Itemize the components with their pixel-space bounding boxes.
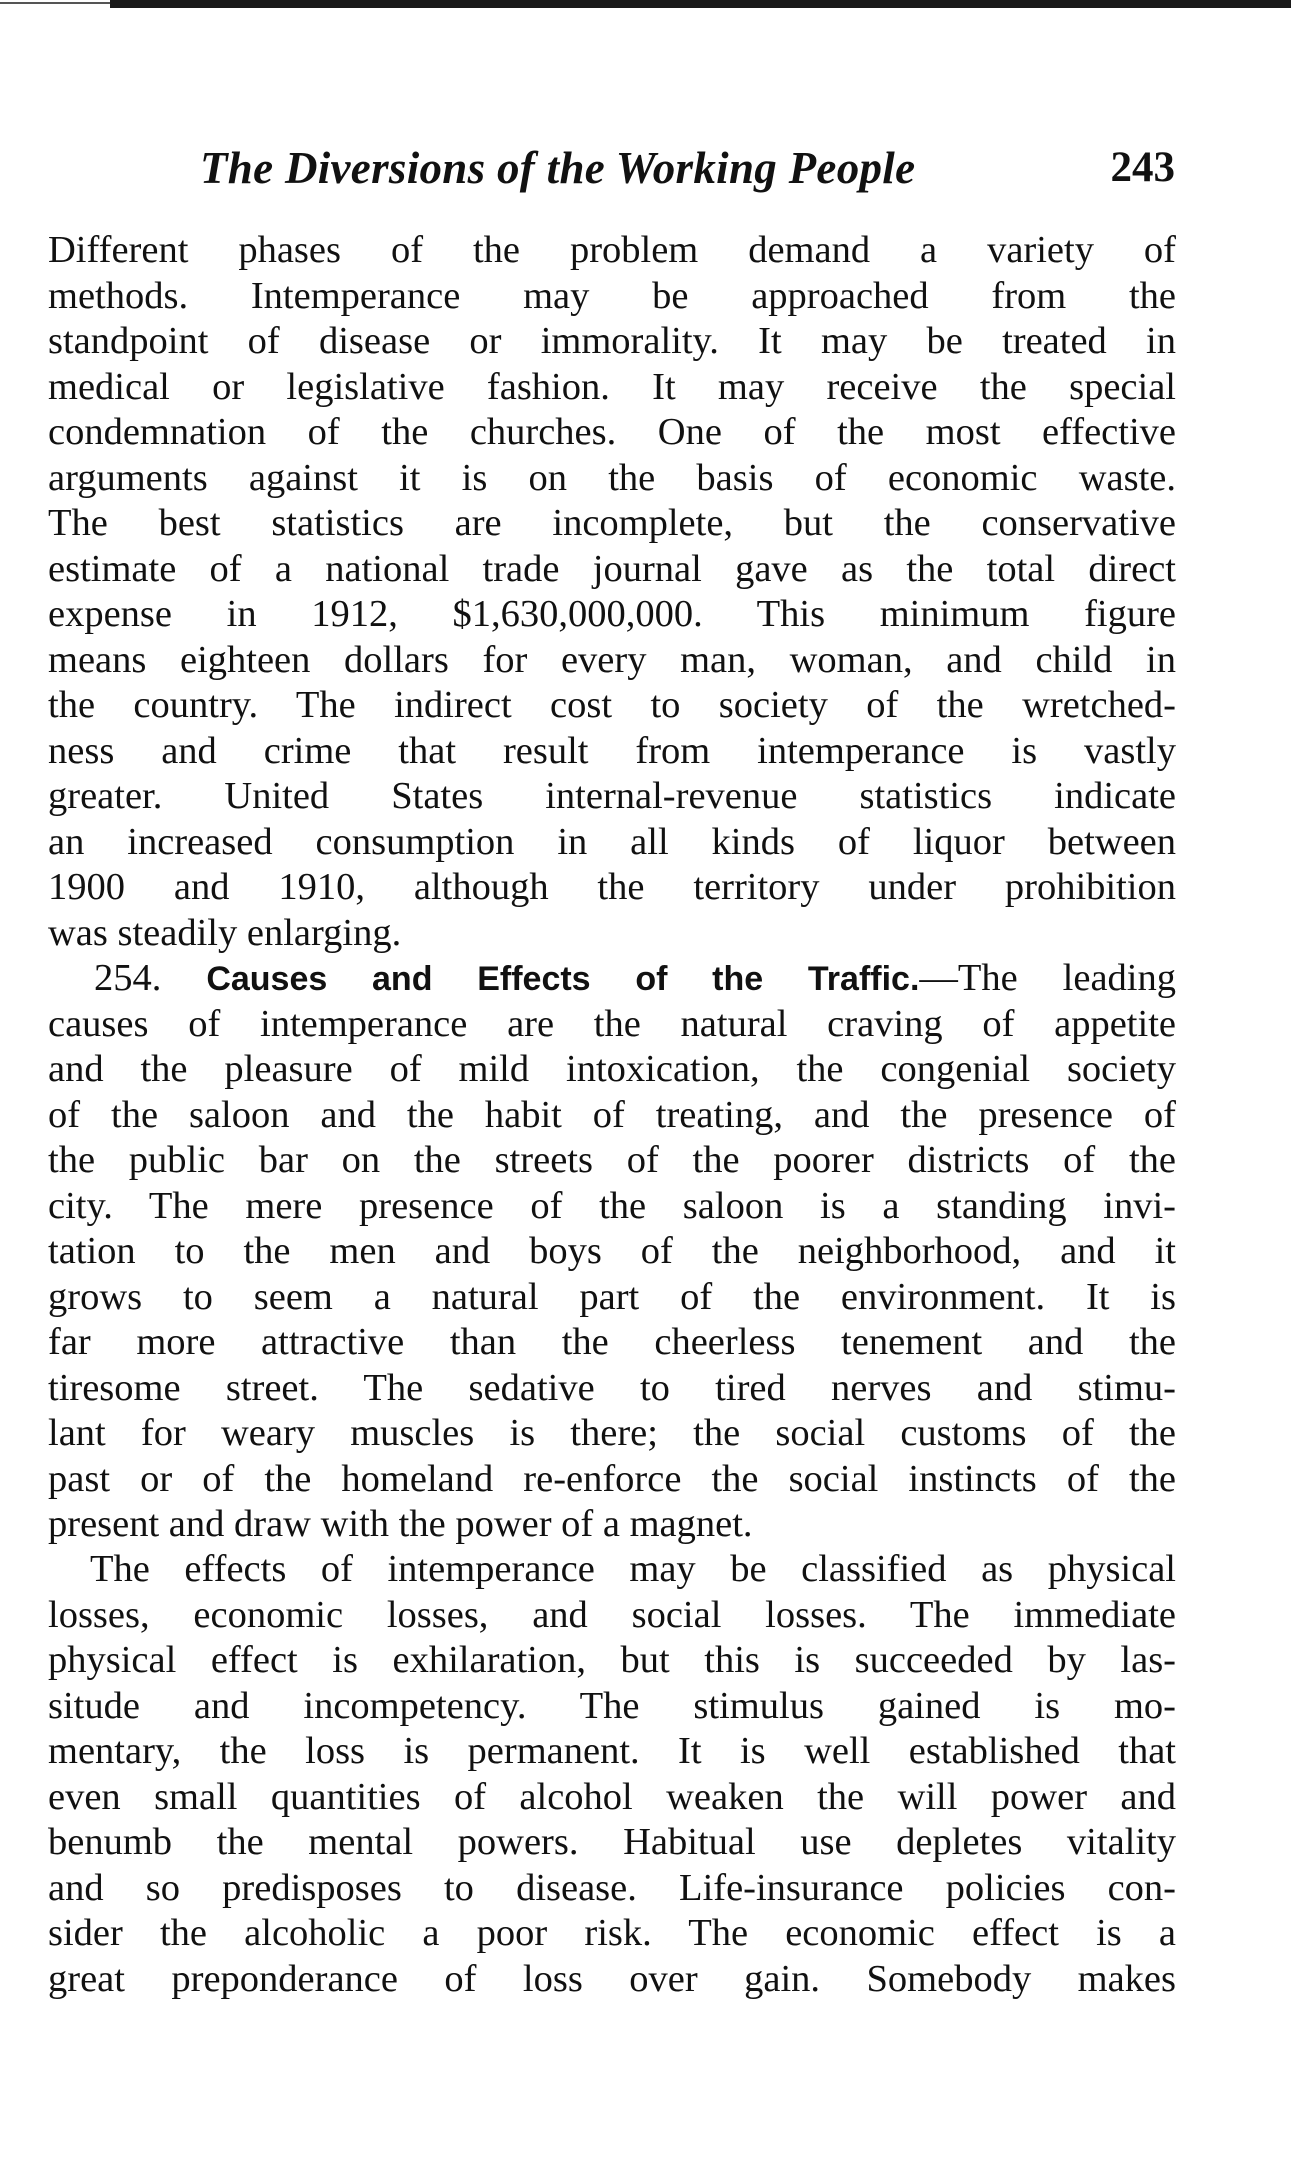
- section-254: [48, 956, 1176, 1548]
- section-heading-line: [48, 956, 1176, 1002]
- top-rule: [110, 0, 1291, 8]
- text-line: city. The mere presence of the saloon is a standing invi-: [48, 1184, 1176, 1227]
- paragraph-1: [48, 228, 1176, 956]
- text-line: means eighteen dollars for every man, woman, and child in: [48, 638, 1176, 681]
- text-line: tiresome street. The sedative to tired nerves and stimu-: [48, 1366, 1176, 1409]
- top-rule-thin: [0, 2, 110, 4]
- page-number: 243: [1110, 144, 1175, 191]
- text-line: the public bar on the streets of the poorer districts of the: [48, 1139, 1176, 1181]
- text-line: lant for weary muscles is there; the social customs of the: [48, 1412, 1176, 1454]
- text-line: the country. The indirect cost to society of the wretched-: [48, 684, 1176, 726]
- text-line: sider the alcoholic a poor risk. The economic effect is a: [48, 1912, 1176, 1954]
- text-line: mentary, the loss is permanent. It is well established that: [48, 1730, 1176, 1772]
- text-line: expense in 1912, $1,630,000,000. This minimum figure: [48, 593, 1176, 635]
- text-line: ness and crime that result from intemperance is vastly: [48, 729, 1176, 772]
- text-line: and the pleasure of mild intoxication, the congenial society: [48, 1048, 1176, 1090]
- text-line: situde and incompetency. The stimulus gained is mo-: [48, 1684, 1176, 1727]
- text-line: estimate of a national trade journal gave as the total direct: [48, 547, 1176, 590]
- paragraph-3: [48, 1547, 1176, 2002]
- text-line: was steadily enlarging.: [48, 911, 402, 954]
- text-line: grows to seem a natural part of the environment. It is: [48, 1275, 1176, 1318]
- text-line: losses, economic losses, and social losses. The immediate: [48, 1593, 1176, 1636]
- text-line: causes of intemperance are the natural craving of appetite: [48, 1002, 1176, 1045]
- text-line: and so predisposes to disease. Life-insurance policies con-: [48, 1866, 1176, 1909]
- running-head: [200, 140, 1175, 196]
- text-line: even small quantities of alcohol weaken the will power and: [48, 1775, 1176, 1818]
- text-line: Different phases of the problem demand a variety of: [48, 229, 1176, 271]
- text-line: methods. Intemperance may be approached from the: [48, 274, 1176, 317]
- text-line: great preponderance of loss over gain. Somebody makes: [48, 1957, 1176, 2000]
- text-line: far more attractive than the cheerless tenement and the: [48, 1321, 1176, 1363]
- text-line: medical or legislative fashion. It may receive the special: [48, 365, 1176, 408]
- text-line: greater. United States internal-revenue statistics indicate: [48, 775, 1176, 817]
- text-line: 1900 and 1910, although the territory under prohibition: [48, 866, 1176, 908]
- text-line: The effects of intemperance may be classified as physical: [90, 1548, 1176, 1590]
- running-title: The Diversions of the Working People: [200, 143, 916, 193]
- text-line: physical effect is exhilaration, but this is succeeded by las-: [48, 1639, 1176, 1681]
- section-number: 254.: [94, 957, 162, 999]
- text-line: arguments against it is on the basis of economic waste.: [48, 456, 1176, 499]
- section-first-line-text: —The leading: [919, 957, 1176, 999]
- section-title: Causes and Effects of the Traffic.: [206, 960, 920, 998]
- text-line: tation to the men and boys of the neighborhood, and it: [48, 1230, 1176, 1272]
- text-line: condemnation of the churches. One of the most effective: [48, 411, 1176, 453]
- text-line: past or of the homeland re-enforce the social instincts of the: [48, 1457, 1176, 1500]
- text-line: standpoint of disease or immorality. It may be treated in: [48, 320, 1176, 362]
- text-line: of the saloon and the habit of treating, and the presence of: [48, 1093, 1176, 1136]
- text-line: an increased consumption in all kinds of liquor between: [48, 820, 1176, 863]
- text-line: benumb the mental powers. Habitual use depletes vitality: [48, 1821, 1176, 1863]
- text-line: present and draw with the power of a magnet.: [48, 1503, 753, 1545]
- text-line: The best statistics are incomplete, but the conservative: [48, 502, 1176, 544]
